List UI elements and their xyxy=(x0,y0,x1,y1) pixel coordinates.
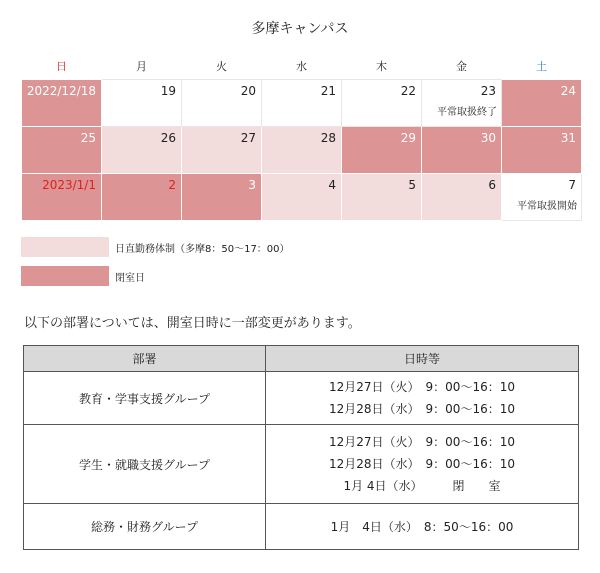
day-number: 3 xyxy=(248,178,256,192)
schedule-line: 1月 4日（水） 閉 室 xyxy=(343,479,501,493)
legend-short-label: 日直勤務体制（多摩8：50〜17：00） xyxy=(115,243,290,255)
calendar-day-cell xyxy=(422,80,502,127)
calendar-table xyxy=(21,53,582,221)
weekday-thu: 木 xyxy=(376,60,387,73)
day-number: 22 xyxy=(400,84,416,98)
calendar-day-cell xyxy=(262,174,342,221)
day-number: 31 xyxy=(560,131,576,145)
day-number: 26 xyxy=(160,131,176,145)
schedule-line: 1月 4日（水） 8：50〜16：00 xyxy=(330,519,514,534)
legend-swatch-short xyxy=(21,237,109,257)
calendar-day-cell xyxy=(422,174,502,221)
day-number: 27 xyxy=(240,131,256,145)
calendar-day-cell xyxy=(102,127,182,174)
legend-short-hours xyxy=(21,237,290,257)
department-schedule xyxy=(266,372,579,425)
day-number: 29 xyxy=(400,131,416,145)
day-number: 2 xyxy=(168,178,176,192)
calendar-week-row xyxy=(22,174,582,221)
department-row xyxy=(24,425,579,504)
day-number: 5 xyxy=(408,178,416,192)
legend-swatch-closed xyxy=(21,266,109,286)
calendar-body xyxy=(22,80,582,221)
day-note: 平常取扱開始 xyxy=(517,201,577,212)
weekday-fri: 金 xyxy=(456,60,467,73)
day-note: 平常取扱終了 xyxy=(437,107,497,118)
legend-closed xyxy=(21,266,145,286)
calendar-day-cell xyxy=(342,80,422,127)
department-name: 学生・就職支援グループ xyxy=(24,425,266,504)
weekday-wed: 水 xyxy=(296,60,307,73)
calendar-day-cell xyxy=(22,80,102,127)
calendar-day-cell xyxy=(422,127,502,174)
day-number: 25 xyxy=(80,131,96,145)
day-number: 20 xyxy=(240,84,256,98)
department-name: 総務・財務グループ xyxy=(24,504,266,550)
day-number: 6 xyxy=(488,178,496,192)
calendar-day-cell xyxy=(502,80,582,127)
day-number: 30 xyxy=(480,131,496,145)
calendar-day-cell xyxy=(262,80,342,127)
department-header-row xyxy=(24,346,579,372)
day-number: 23 xyxy=(480,84,496,98)
schedule-line: 12月28日（水） 9：00〜16：10 xyxy=(329,457,515,471)
day-number: 2022/12/18 xyxy=(26,84,96,98)
calendar-day-cell xyxy=(102,174,182,221)
legend-closed-label: 閉室日 xyxy=(115,272,145,284)
header-department: 部署 xyxy=(24,346,266,372)
day-number: 19 xyxy=(160,84,176,98)
calendar-day-cell xyxy=(342,174,422,221)
schedule-line: 12月27日（火） 9：00〜16：10 xyxy=(329,380,515,394)
day-number: 4 xyxy=(328,178,336,192)
weekday-sun: 日 xyxy=(56,60,67,73)
day-number: 28 xyxy=(320,131,336,145)
department-name: 教育・学事支援グループ xyxy=(24,372,266,425)
calendar-day-cell xyxy=(502,127,582,174)
department-row xyxy=(24,372,579,425)
calendar-day-cell xyxy=(22,127,102,174)
page-title: 多摩キャンパス xyxy=(251,21,349,37)
calendar-day-cell xyxy=(102,80,182,127)
calendar-day-cell xyxy=(182,127,262,174)
weekday-tue: 火 xyxy=(216,60,227,73)
department-body xyxy=(24,372,579,550)
calendar-day-cell xyxy=(22,174,102,221)
department-schedule xyxy=(266,504,579,550)
weekday-sat: 土 xyxy=(536,60,547,73)
day-number: 2023/1/1 xyxy=(42,178,96,192)
day-number: 7 xyxy=(568,178,576,192)
department-table xyxy=(23,345,579,550)
department-row xyxy=(24,504,579,550)
calendar-week-row xyxy=(22,127,582,174)
schedule-line: 12月27日（火） 9：00〜16：10 xyxy=(329,435,515,449)
calendar-day-cell xyxy=(342,127,422,174)
header-datetime: 日時等 xyxy=(266,346,579,372)
weekday-header-row xyxy=(22,53,582,80)
calendar-day-cell xyxy=(182,80,262,127)
day-number: 24 xyxy=(560,84,576,98)
day-number: 21 xyxy=(320,84,336,98)
notice-text: 以下の部署については、開室日時に一部変更があります。 xyxy=(24,316,361,331)
calendar-day-cell xyxy=(262,127,342,174)
department-schedule xyxy=(266,425,579,504)
calendar-day-cell xyxy=(182,174,262,221)
schedule-line: 12月28日（水） 9：00〜16：10 xyxy=(329,402,515,416)
weekday-mon: 月 xyxy=(136,60,147,73)
calendar-day-cell xyxy=(502,174,582,221)
calendar-week-row xyxy=(22,80,582,127)
